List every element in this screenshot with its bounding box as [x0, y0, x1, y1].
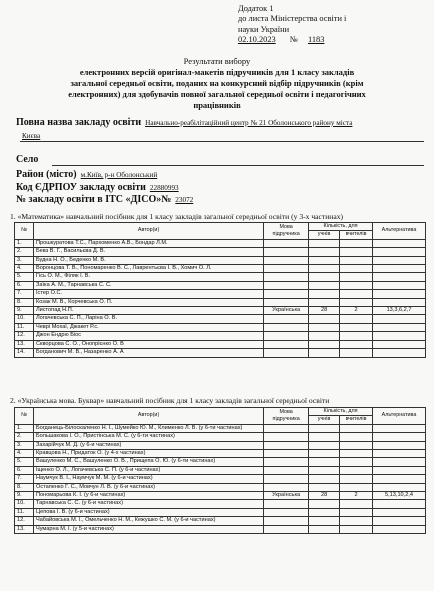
addendum-number-label: №	[289, 34, 298, 44]
row-alternative	[373, 458, 426, 466]
row-language	[264, 525, 309, 533]
addendum-line-3: науки України	[238, 24, 290, 34]
edrpou-label: Код ЄДРПОУ закладу освіти	[16, 182, 146, 193]
title-line-5: працівників	[193, 100, 241, 110]
row-number: 9.	[15, 492, 34, 500]
row-author: Чумарна М. І. (у 5-и частинах)	[33, 525, 263, 533]
row-teachers-qty: 2	[340, 307, 373, 315]
row-alternative	[373, 332, 426, 340]
row-students-qty	[309, 315, 340, 323]
table-row	[15, 508, 426, 516]
row-alternative	[373, 466, 426, 474]
row-author: Остапенко Г. С., Мовчун Л. В. (у 6-и частинах)	[33, 483, 263, 491]
row-teachers-qty	[340, 256, 373, 264]
addendum-date-line	[238, 35, 428, 45]
row-author: Скворцова С. О., Онопрієнко О. В	[33, 340, 263, 348]
row-number: 4.	[15, 450, 34, 458]
col-teachers-header: вчителів	[340, 231, 373, 239]
row-language	[264, 273, 309, 281]
row-language	[264, 340, 309, 348]
table-row	[15, 349, 426, 357]
row-students-qty	[309, 466, 340, 474]
row-students-qty	[309, 424, 340, 432]
row-author: Логачевська С. П., Ларіна О. В.	[33, 315, 263, 323]
row-language	[264, 500, 309, 508]
row-alternative	[373, 273, 426, 281]
row-author: Гісь О. М., Філяк І. В.	[33, 273, 263, 281]
row-students-qty: 28	[309, 492, 340, 500]
row-language	[264, 265, 309, 273]
table-row	[15, 433, 426, 441]
row-teachers-qty	[340, 450, 373, 458]
row-author: Будна Н. О., Беденко М. В.	[33, 256, 263, 264]
row-author: Джон Ендрю Біос	[33, 332, 263, 340]
row-author: Большакова І. О., Пристінська М. С. (у 6-ти частинах)	[33, 433, 263, 441]
row-teachers-qty	[340, 298, 373, 306]
edrpou-value: 22880993	[149, 184, 179, 192]
row-teachers-qty	[340, 349, 373, 357]
row-alternative	[373, 500, 426, 508]
row-alternative	[373, 265, 426, 273]
row-teachers-qty	[340, 265, 373, 273]
col-qty-header: Кількість, для	[309, 223, 373, 231]
row-language	[264, 239, 309, 247]
row-teachers-qty	[340, 433, 373, 441]
row-alternative	[373, 450, 426, 458]
row-number: 5.	[15, 273, 34, 281]
row-teachers-qty	[340, 483, 373, 491]
table-row	[15, 424, 426, 432]
row-teachers-qty	[340, 424, 373, 432]
row-number: 9.	[15, 307, 34, 315]
row-number: 11.	[15, 323, 34, 331]
addendum-date: 02.10.2023	[238, 34, 276, 44]
table-row	[15, 492, 426, 500]
table-row	[15, 340, 426, 348]
row-teachers-qty	[340, 332, 373, 340]
row-teachers-qty	[340, 475, 373, 483]
table-row	[15, 290, 426, 298]
row-author: Прошкуратова Т.С., Пархоменко А.В., Бондар Л.М.	[33, 239, 263, 247]
its-field	[16, 194, 193, 205]
row-language	[264, 483, 309, 491]
row-students-qty	[309, 273, 340, 281]
row-students-qty	[309, 239, 340, 247]
row-alternative	[373, 475, 426, 483]
table-row	[15, 500, 426, 508]
title-line-4: електронних) для здобувачів повної загальної середньої освіти і педагогічних	[68, 89, 366, 99]
table-row	[15, 483, 426, 491]
row-language	[264, 466, 309, 474]
row-number: 3.	[15, 441, 34, 449]
row-author: Іщенко О. Л., Логачевська С. П. (у 6-и частинах)	[33, 466, 263, 474]
row-author: Захарійчук М. Д. (у 6-и частинах)	[33, 441, 263, 449]
row-language	[264, 517, 309, 525]
row-number: 10.	[15, 500, 34, 508]
row-language	[264, 315, 309, 323]
row-students-qty	[309, 298, 340, 306]
math-table	[14, 222, 426, 358]
row-alternative	[373, 290, 426, 298]
row-teachers-qty	[340, 340, 373, 348]
row-students-qty	[309, 256, 340, 264]
row-students-qty	[309, 458, 340, 466]
row-alternative	[373, 483, 426, 491]
row-number: 12.	[15, 517, 34, 525]
table-row	[15, 517, 426, 525]
col-teachers-header: вчителів	[340, 416, 373, 424]
row-students-qty	[309, 500, 340, 508]
col-num-header: №	[15, 408, 34, 425]
col-author-header: Автор(и)	[33, 223, 263, 240]
row-author: Істер О.С.	[33, 290, 263, 298]
row-teachers-qty	[340, 323, 373, 331]
row-language	[264, 450, 309, 458]
title-line-3: загальної середньої освіти, поданих на конкурсний відбір підручників (крім	[70, 78, 364, 88]
row-alternative	[373, 349, 426, 357]
row-language	[264, 281, 309, 289]
col-author-header: Автор(и)	[33, 408, 263, 425]
row-number: 7.	[15, 290, 34, 298]
row-teachers-qty	[340, 441, 373, 449]
row-teachers-qty	[340, 508, 373, 516]
row-students-qty	[309, 450, 340, 458]
row-author: Богданець-Білоскаленко Н. І., Шумейко Ю. М., Клименко Л. В. (у 6-ти частинах)	[33, 424, 263, 432]
col-alt-header: Альтернатива	[373, 223, 426, 240]
row-alternative	[373, 248, 426, 256]
row-alternative	[373, 315, 426, 323]
row-students-qty	[309, 349, 340, 357]
row-number: 6.	[15, 466, 34, 474]
title-line-1: Результати вибору	[183, 56, 251, 66]
row-language	[264, 349, 309, 357]
row-language	[264, 475, 309, 483]
row-students-qty	[309, 323, 340, 331]
row-language	[264, 458, 309, 466]
addendum-block	[238, 4, 428, 45]
table-row	[15, 248, 426, 256]
col-lang-header: Мова підручника	[264, 223, 309, 240]
row-students-qty	[309, 281, 340, 289]
row-author: Козак М. В., Корчевська О. П.	[33, 298, 263, 306]
table-row	[15, 265, 426, 273]
row-number: 12.	[15, 332, 34, 340]
row-number: 3.	[15, 256, 34, 264]
row-author: Бевз В. Г., Васильєва Д. В.	[33, 248, 263, 256]
row-teachers-qty: 2	[340, 492, 373, 500]
row-number: 8.	[15, 298, 34, 306]
row-teachers-qty	[340, 239, 373, 247]
row-teachers-qty	[340, 273, 373, 281]
row-language	[264, 298, 309, 306]
row-language	[264, 248, 309, 256]
section-1-title: 1. «Математика» навчальний посібник для 1 класу закладів загальної середньої освіти (у 3-х частинах)	[10, 212, 344, 221]
row-author: Кравцова Н., Придаток О. (у 4-х частинах)	[33, 450, 263, 458]
row-language	[264, 332, 309, 340]
row-number: 5.	[15, 458, 34, 466]
row-teachers-qty	[340, 281, 373, 289]
village-field	[16, 154, 38, 165]
row-alternative	[373, 340, 426, 348]
row-number: 2.	[15, 248, 34, 256]
table-row	[15, 458, 426, 466]
table-row	[15, 307, 426, 315]
addendum-line-2: до листа Міністерства освіти і	[238, 14, 347, 24]
row-students-qty	[309, 332, 340, 340]
row-number: 14.	[15, 349, 34, 357]
row-author: Тарнавська С. С. (у 6-и частинах)	[33, 500, 263, 508]
row-number: 1.	[15, 239, 34, 247]
school-value-2: Києва	[22, 132, 41, 140]
row-teachers-qty	[340, 525, 373, 533]
row-alternative	[373, 281, 426, 289]
col-qty-header: Кількість, для	[309, 408, 373, 416]
row-students-qty	[309, 290, 340, 298]
row-alternative	[373, 239, 426, 247]
row-students-qty	[309, 483, 340, 491]
row-author: Богданович М. В., Назаренко А. А	[33, 349, 263, 357]
row-alternative	[373, 508, 426, 516]
school-underline	[20, 141, 424, 142]
row-number: 4.	[15, 265, 34, 273]
row-students-qty	[309, 508, 340, 516]
district-value: м.Київ, р-н Оболонський	[80, 171, 158, 179]
row-language: Українська	[264, 492, 309, 500]
row-number: 1.	[15, 424, 34, 432]
village-underline	[52, 165, 424, 166]
col-students-header: учнів	[309, 231, 340, 239]
row-alternative	[373, 298, 426, 306]
row-students-qty	[309, 475, 340, 483]
school-value: Навчально-реабілітаційний центр № 21 Оболонського району міста	[145, 119, 353, 127]
table-row	[15, 323, 426, 331]
math-table-body	[15, 239, 426, 357]
edrpou-field	[16, 182, 179, 193]
row-language	[264, 508, 309, 516]
row-author: Цепова І. В. (у 6-и частинах)	[33, 508, 263, 516]
row-author: Чеврі Мохаї, Джакет Р.с.	[33, 323, 263, 331]
table-row	[15, 239, 426, 247]
row-author: Заїка А. М., Тарнавська С. С.	[33, 281, 263, 289]
table-row	[15, 525, 426, 533]
row-number: 2.	[15, 433, 34, 441]
row-number: 13.	[15, 340, 34, 348]
row-author: Воронцова Т. В., Пономаренко В. С., Лаврентьєва І. В., Хомич О. Л.	[33, 265, 263, 273]
row-number: 8.	[15, 483, 34, 491]
row-language	[264, 441, 309, 449]
col-num-header: №	[15, 223, 34, 240]
table-row	[15, 256, 426, 264]
row-teachers-qty	[340, 290, 373, 298]
row-alternative	[373, 323, 426, 331]
row-teachers-qty	[340, 248, 373, 256]
table-row	[15, 332, 426, 340]
row-number: 7.	[15, 475, 34, 483]
row-teachers-qty	[340, 517, 373, 525]
row-author: Чабайовська М. І., Омельченко Н. М., Кежушко С. М. (у 6-и частинах)	[33, 517, 263, 525]
row-alternative: 5,13,10,2,4	[373, 492, 426, 500]
row-teachers-qty	[340, 315, 373, 323]
row-author: Вашуленко М. С., Вашуленко О. В., Прищепа О. Ю. (у 6-ти частинах)	[33, 458, 263, 466]
village-label: Село	[16, 154, 39, 165]
row-students-qty	[309, 433, 340, 441]
table-row	[15, 281, 426, 289]
row-alternative	[373, 525, 426, 533]
row-author: Пономарьова К. І. (у 6-и частинах)	[33, 492, 263, 500]
row-alternative	[373, 256, 426, 264]
row-students-qty	[309, 265, 340, 273]
section-2-title: 2. «Українська мова. Буквар» навчальний посібник для 1 класу закладів загальної середньої освіти	[10, 396, 330, 405]
addendum-number: 1183	[307, 34, 325, 44]
its-value: 23072	[175, 196, 194, 204]
row-students-qty	[309, 248, 340, 256]
district-field	[16, 169, 157, 180]
ukrainian-table-body	[15, 424, 426, 533]
row-language	[264, 256, 309, 264]
school-label: Повна назва закладу освіти	[16, 117, 142, 128]
row-number: 10.	[15, 315, 34, 323]
row-alternative	[373, 441, 426, 449]
col-lang-header: Мова підручника	[264, 408, 309, 425]
table-row	[15, 441, 426, 449]
row-language	[264, 433, 309, 441]
row-language: Українська	[264, 307, 309, 315]
row-language	[264, 290, 309, 298]
row-students-qty	[309, 340, 340, 348]
school-field	[16, 117, 352, 128]
its-label: № закладу освіти в ІТС «ДІСО»№	[16, 194, 172, 205]
row-alternative	[373, 433, 426, 441]
row-number: 6.	[15, 281, 34, 289]
table-row	[15, 273, 426, 281]
row-teachers-qty	[340, 466, 373, 474]
row-author: Наумчук В. І., Наумчук М. М. (у 6-и частинах)	[33, 475, 263, 483]
table-row	[15, 475, 426, 483]
row-alternative	[373, 424, 426, 432]
row-language	[264, 323, 309, 331]
ukrainian-table	[14, 407, 426, 534]
district-label: Район (місто)	[16, 169, 77, 180]
row-alternative: 13,3,6,2,7	[373, 307, 426, 315]
table-row	[15, 298, 426, 306]
row-teachers-qty	[340, 500, 373, 508]
row-number: 11.	[15, 508, 34, 516]
table-row	[15, 315, 426, 323]
row-students-qty	[309, 517, 340, 525]
table-row	[15, 450, 426, 458]
row-author: Листопад Н.П.	[33, 307, 263, 315]
row-students-qty	[309, 525, 340, 533]
row-number: 13.	[15, 525, 34, 533]
row-students-qty	[309, 441, 340, 449]
col-alt-header: Альтернатива	[373, 408, 426, 425]
title-line-2: електронних версій оригінал-макетів підручників для 1 класу закладів	[79, 67, 355, 77]
row-teachers-qty	[340, 458, 373, 466]
row-students-qty: 28	[309, 307, 340, 315]
school-field-2	[22, 130, 40, 141]
col-students-header: учнів	[309, 416, 340, 424]
row-alternative	[373, 517, 426, 525]
table-row	[15, 466, 426, 474]
row-language	[264, 424, 309, 432]
addendum-line-1: Додаток 1	[238, 4, 274, 13]
